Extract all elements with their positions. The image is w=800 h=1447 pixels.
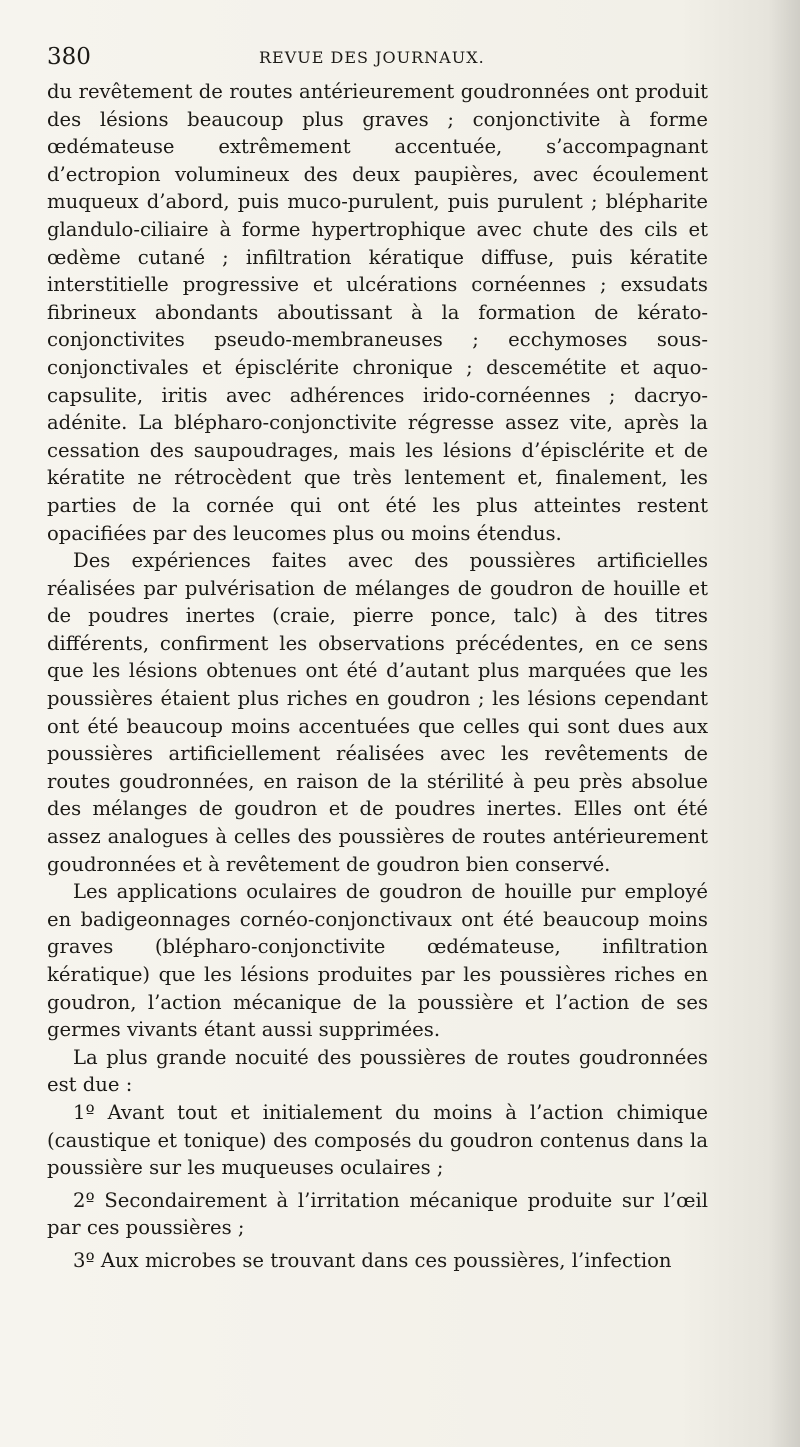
- paragraph-continuation: du revêtement de routes antérieurement goudronnées ont produit des lésions beaucoup plus graves ; conjonctivite à forme œdémateuse extrêmement accentuée, s’accompagnant d’ectropion volumineux des deux paupières, avec écoulement muqueux d’abord, puis muco-purulent, puis purulent ; blépharite glandulo-ciliaire à forme hypertrophique avec chute des cils et œdème cutané ; infiltration kératique diffuse, puis kératite interstitielle progressive et ulcérations cornéennes ; exsudats fibrineux abondants aboutissant à la formation de kérato-conjonctivites pseudo-membraneuses ; ecchymoses sous-conjonctivales et épisclérite chronique ; descemétite et aquo-capsulite, iritis avec adhérences irido-cornéennes ; dacryo-adénite. La blépharo-conjonctivite régresse assez vite, après la cessation des saupoudrages, mais les lésions d’épisclérite et de kératite ne rétrocèdent que très lentement et, finalement, les parties de la cornée qui ont été les plus atteintes restent opacifiées par des leucomes plus ou moins étendus.: [47, 80, 708, 545]
- paragraph-nocuity-intro: La plus grande nocuité des poussières de routes goudronnées est due :: [47, 1045, 708, 1097]
- running-title: REVUE DES JOURNAUX.: [259, 48, 485, 67]
- paragraph-ocular-applications: Les applications oculaires de goudron de houille pur employé en badigeonnages cornéo-conjonctivaux ont été beaucoup moins graves (blépharo-conjonctivite œdémateuse, infiltration kératique) que les lésions produites par les poussières riches en goudron, l’action mécanique de la poussière et l’action de ses germes vivants étant aussi supprimées.: [47, 880, 708, 1042]
- list-item-2: 2º Secondairement à l’irritation mécanique produite sur l’œil par ces poussières ;: [47, 1188, 708, 1240]
- list-item-3: 3º Aux microbes se trouvant dans ces poussières, l’infection: [73, 1248, 672, 1272]
- page-header: [0, 42, 800, 72]
- list-item-1: 1º Avant tout et initialement du moins à l’action chimique (caustique et tonique) des composés du goudron contenus dans la poussière sur les muqueuses oculaires ;: [47, 1100, 708, 1180]
- page-number: 380: [47, 44, 91, 70]
- paragraph-artificial-dust: Des expériences faites avec des poussières artificielles réalisées par pulvérisation de mélanges de goudron de houille et de poudres inertes (craie, pierre ponce, talc) à des titres différents, confirment les observations précédentes, en ce sens que les lésions obtenues ont été d’autant plus marquées que les poussières étaient plus riches en goudron ; les lésions cependant ont été beaucoup moins accentuées que celles qui sont dues aux poussières artificiellement réalisées avec les revêtements de routes goudronnées, en raison de la stérilité à peu près absolue des mélanges de goudron et de poudres inertes. Elles ont été assez analogues à celles des poussières de routes antérieurement goudronnées et à revêtement de goudron bien conservé.: [47, 549, 708, 876]
- page-body: [47, 78, 708, 1275]
